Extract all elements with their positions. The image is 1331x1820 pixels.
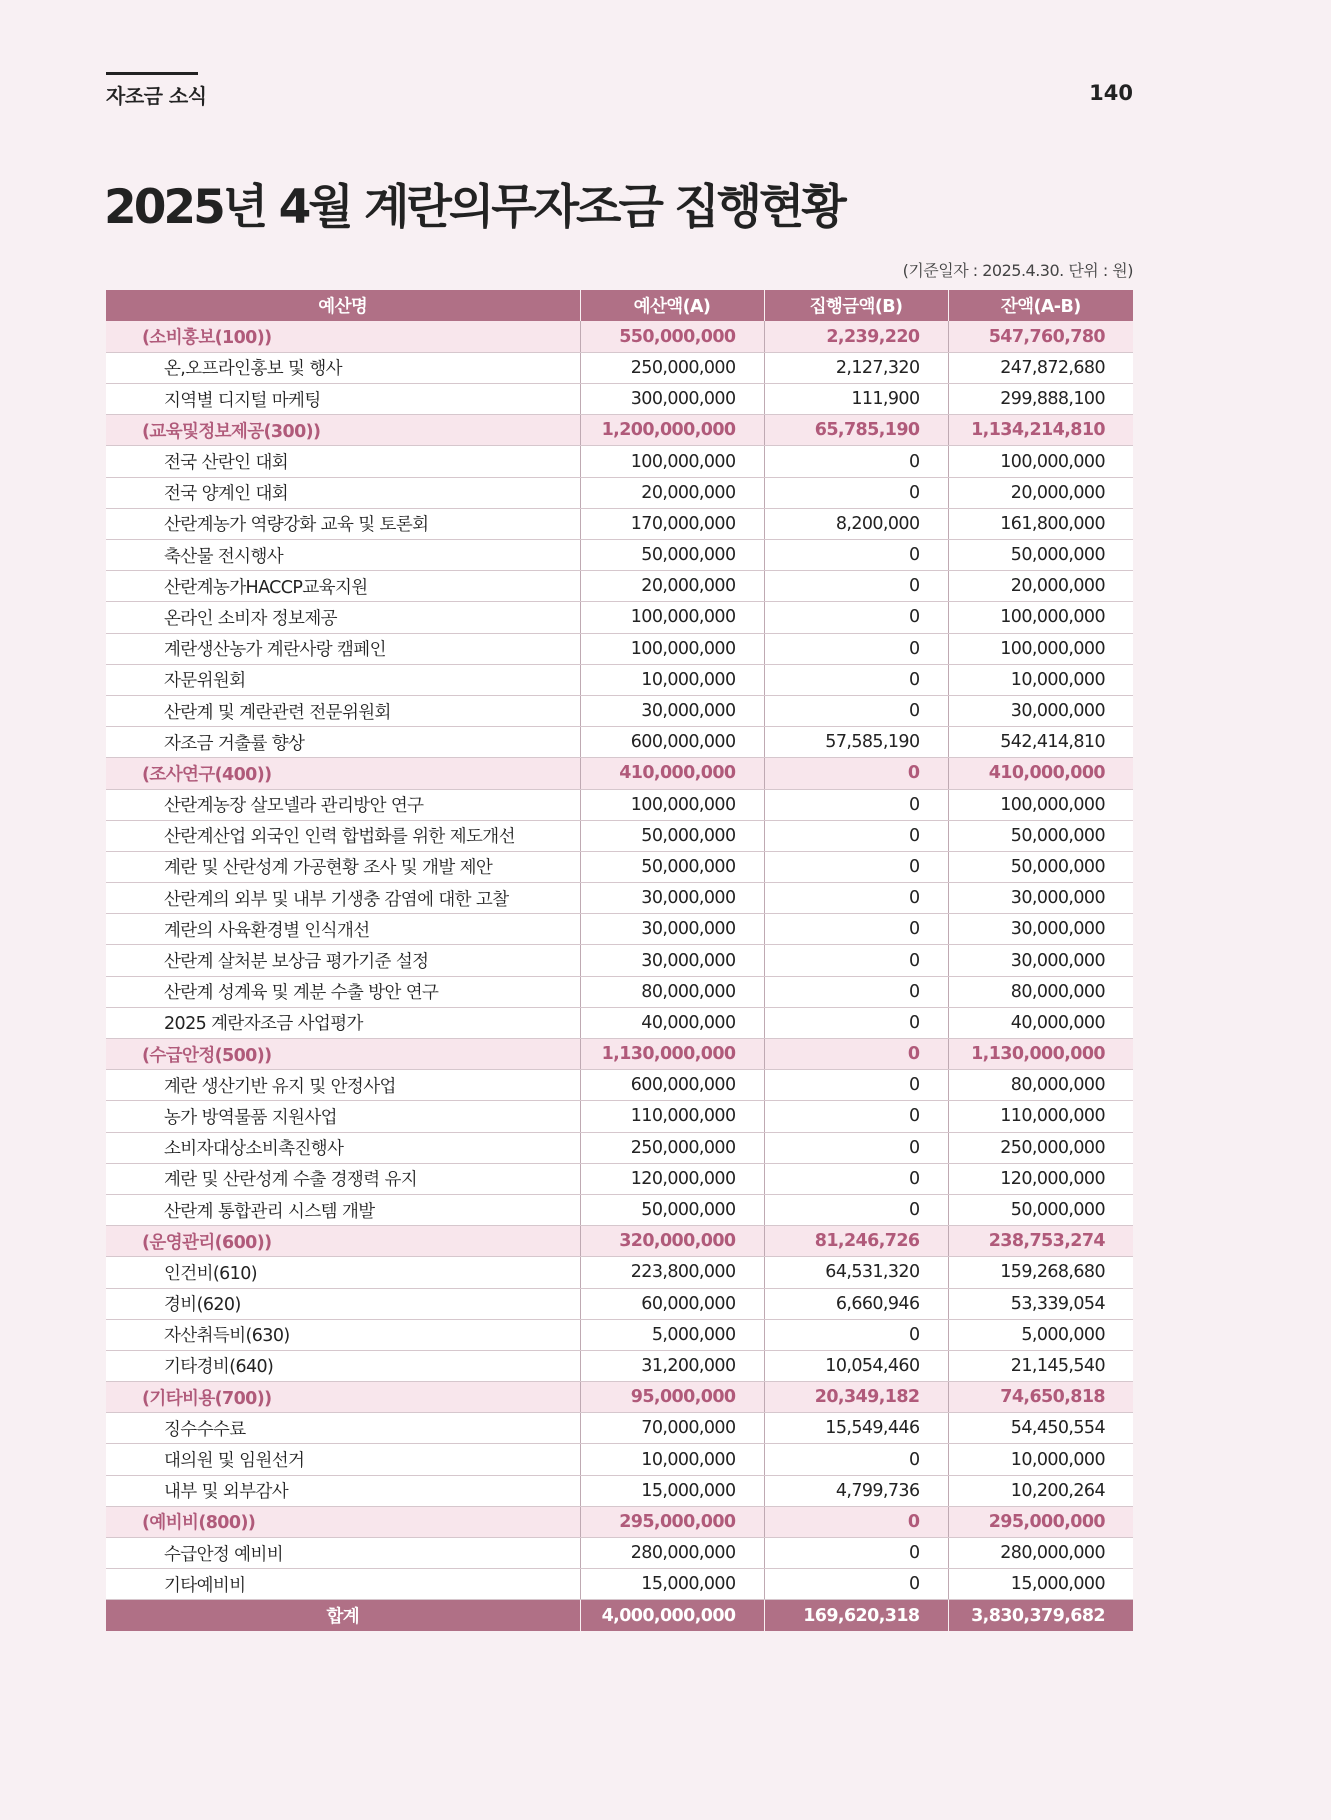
row-name: 내부 및 외부감사 [106, 1475, 580, 1506]
row-budget: 30,000,000 [580, 945, 764, 976]
row-name: 수급안정 예비비 [106, 1538, 580, 1569]
row-budget: 50,000,000 [580, 540, 764, 571]
row-spent: 0 [764, 477, 948, 508]
row-budget: 30,000,000 [580, 695, 764, 726]
row-budget: 410,000,000 [580, 758, 764, 789]
table-row [106, 664, 1133, 695]
table-row [106, 1132, 1133, 1163]
row-budget: 100,000,000 [580, 602, 764, 633]
row-name: 산란계농가 역량강화 교육 및 토론회 [106, 508, 580, 539]
row-balance: 50,000,000 [948, 1194, 1133, 1225]
row-name: 농가 방역물품 지원사업 [106, 1101, 580, 1132]
table-row [106, 1070, 1133, 1101]
row-spent: 0 [764, 1194, 948, 1225]
table-row [106, 883, 1133, 914]
row-balance: 100,000,000 [948, 633, 1133, 664]
row-budget: 1,130,000,000 [580, 1039, 764, 1070]
row-balance: 250,000,000 [948, 1132, 1133, 1163]
row-spent: 0 [764, 1163, 948, 1194]
total-row [106, 1600, 1133, 1631]
row-name: 산란계 성계육 및 계분 수출 방안 연구 [106, 976, 580, 1007]
row-spent: 4,799,736 [764, 1475, 948, 1506]
row-spent: 0 [764, 976, 948, 1007]
table-row [106, 1288, 1133, 1319]
table-row [106, 446, 1133, 477]
row-name: (소비홍보(100)) [106, 321, 580, 352]
row-balance: 100,000,000 [948, 446, 1133, 477]
row-balance: 547,760,780 [948, 321, 1133, 352]
row-budget: 320,000,000 [580, 1226, 764, 1257]
row-spent: 2,239,220 [764, 321, 948, 352]
row-name: (교육및정보제공(300)) [106, 415, 580, 446]
row-budget: 60,000,000 [580, 1288, 764, 1319]
row-spent: 64,531,320 [764, 1257, 948, 1288]
row-name: 계란 생산기반 유지 및 안정사업 [106, 1070, 580, 1101]
row-budget: 223,800,000 [580, 1257, 764, 1288]
row-spent: 0 [764, 851, 948, 882]
row-balance: 299,888,100 [948, 384, 1133, 415]
row-budget: 10,000,000 [580, 664, 764, 695]
table-row [106, 633, 1133, 664]
row-balance: 161,800,000 [948, 508, 1133, 539]
row-spent: 0 [764, 633, 948, 664]
row-name: 전국 산란인 대회 [106, 446, 580, 477]
row-name: (조사연구(400)) [106, 758, 580, 789]
section-title: 자조금 소식 [106, 84, 207, 108]
table-row [106, 914, 1133, 945]
table-row [106, 1350, 1133, 1381]
total-budget: 4,000,000,000 [580, 1600, 764, 1631]
row-budget: 100,000,000 [580, 633, 764, 664]
row-budget: 100,000,000 [580, 446, 764, 477]
row-balance: 80,000,000 [948, 1070, 1133, 1101]
row-name: (수급안정(500)) [106, 1039, 580, 1070]
column-header-name: 예산명 [106, 290, 580, 321]
section-rule [106, 72, 198, 75]
table-row [106, 1413, 1133, 1444]
row-name: 계란의 사육환경별 인식개선 [106, 914, 580, 945]
row-balance: 74,650,818 [948, 1382, 1133, 1413]
table-header-row [106, 290, 1133, 321]
row-budget: 550,000,000 [580, 321, 764, 352]
row-spent: 2,127,320 [764, 352, 948, 383]
row-spent: 0 [764, 945, 948, 976]
table-row [106, 727, 1133, 758]
row-budget: 40,000,000 [580, 1007, 764, 1038]
category-row [106, 1039, 1133, 1070]
row-spent: 15,549,446 [764, 1413, 948, 1444]
row-spent: 8,200,000 [764, 508, 948, 539]
row-spent: 0 [764, 1319, 948, 1350]
table-row [106, 1163, 1133, 1194]
table-row [106, 1538, 1133, 1569]
row-spent: 0 [764, 1070, 948, 1101]
row-budget: 110,000,000 [580, 1101, 764, 1132]
row-budget: 600,000,000 [580, 727, 764, 758]
row-budget: 5,000,000 [580, 1319, 764, 1350]
row-budget: 600,000,000 [580, 1070, 764, 1101]
row-budget: 300,000,000 [580, 384, 764, 415]
category-row [106, 415, 1133, 446]
category-row [106, 1382, 1133, 1413]
row-spent: 0 [764, 1506, 948, 1537]
row-spent: 81,246,726 [764, 1226, 948, 1257]
table-row [106, 477, 1133, 508]
unit-note: (기준일자 : 2025.4.30. 단위 : 원) [902, 261, 1133, 280]
row-spent: 0 [764, 446, 948, 477]
page-number: 140 [1089, 81, 1133, 105]
row-balance: 159,268,680 [948, 1257, 1133, 1288]
row-balance: 295,000,000 [948, 1506, 1133, 1537]
row-spent: 0 [764, 664, 948, 695]
column-header-budget: 예산액(A) [580, 290, 764, 321]
table-row [106, 384, 1133, 415]
row-name: 산란계산업 외국인 인력 합법화를 위한 제도개선 [106, 820, 580, 851]
category-row [106, 1506, 1133, 1537]
table-row [106, 945, 1133, 976]
row-budget: 170,000,000 [580, 508, 764, 539]
row-balance: 20,000,000 [948, 477, 1133, 508]
row-name: 자산취득비(630) [106, 1319, 580, 1350]
row-name: 산란계 통합관리 시스템 개발 [106, 1194, 580, 1225]
row-budget: 15,000,000 [580, 1569, 764, 1600]
row-name: 기타예비비 [106, 1569, 580, 1600]
category-row [106, 758, 1133, 789]
row-balance: 54,450,554 [948, 1413, 1133, 1444]
table-row [106, 1319, 1133, 1350]
row-balance: 410,000,000 [948, 758, 1133, 789]
row-spent: 0 [764, 695, 948, 726]
row-balance: 1,134,214,810 [948, 415, 1133, 446]
row-name: 계란생산농가 계란사랑 캠페인 [106, 633, 580, 664]
row-balance: 30,000,000 [948, 695, 1133, 726]
row-balance: 50,000,000 [948, 820, 1133, 851]
row-budget: 80,000,000 [580, 976, 764, 1007]
row-balance: 50,000,000 [948, 540, 1133, 571]
total-spent: 169,620,318 [764, 1600, 948, 1631]
column-header-spent: 집행금액(B) [764, 290, 948, 321]
table-row [106, 1444, 1133, 1475]
table-row [106, 508, 1133, 539]
row-balance: 100,000,000 [948, 602, 1133, 633]
row-balance: 110,000,000 [948, 1101, 1133, 1132]
row-name: 소비자대상소비촉진행사 [106, 1132, 580, 1163]
row-name: 산란계 및 계란관련 전문위원회 [106, 695, 580, 726]
row-budget: 250,000,000 [580, 1132, 764, 1163]
table-row [106, 695, 1133, 726]
row-spent: 0 [764, 1444, 948, 1475]
table-row [106, 1194, 1133, 1225]
row-budget: 31,200,000 [580, 1350, 764, 1381]
table-row [106, 851, 1133, 882]
row-balance: 30,000,000 [948, 914, 1133, 945]
page-title: 2025년 4월 계란의무자조금 집행현황 [104, 180, 844, 235]
row-spent: 0 [764, 1132, 948, 1163]
row-name: (기타비용(700)) [106, 1382, 580, 1413]
row-budget: 280,000,000 [580, 1538, 764, 1569]
row-name: 산란계농장 살모넬라 관리방안 연구 [106, 789, 580, 820]
row-spent: 0 [764, 758, 948, 789]
row-balance: 280,000,000 [948, 1538, 1133, 1569]
row-balance: 10,000,000 [948, 664, 1133, 695]
row-name: 계란 및 산란성계 가공현황 조사 및 개발 제안 [106, 851, 580, 882]
row-balance: 40,000,000 [948, 1007, 1133, 1038]
row-spent: 65,785,190 [764, 415, 948, 446]
row-budget: 95,000,000 [580, 1382, 764, 1413]
table-row [106, 571, 1133, 602]
total-balance: 3,830,379,682 [948, 1600, 1133, 1631]
row-name: 기타경비(640) [106, 1350, 580, 1381]
row-name: 대의원 및 임원선거 [106, 1444, 580, 1475]
row-name: 자조금 거출률 향상 [106, 727, 580, 758]
row-budget: 20,000,000 [580, 477, 764, 508]
category-row [106, 1226, 1133, 1257]
row-name: 온라인 소비자 정보제공 [106, 602, 580, 633]
row-balance: 80,000,000 [948, 976, 1133, 1007]
row-spent: 0 [764, 540, 948, 571]
row-budget: 50,000,000 [580, 851, 764, 882]
row-budget: 70,000,000 [580, 1413, 764, 1444]
table-row [106, 820, 1133, 851]
row-budget: 120,000,000 [580, 1163, 764, 1194]
table-row [106, 1569, 1133, 1600]
row-balance: 247,872,680 [948, 352, 1133, 383]
row-budget: 1,200,000,000 [580, 415, 764, 446]
table-row [106, 1007, 1133, 1038]
row-spent: 0 [764, 571, 948, 602]
row-budget: 15,000,000 [580, 1475, 764, 1506]
row-budget: 10,000,000 [580, 1444, 764, 1475]
category-row [106, 321, 1133, 352]
row-name: 2025 계란자조금 사업평가 [106, 1007, 580, 1038]
row-spent: 0 [764, 914, 948, 945]
row-budget: 250,000,000 [580, 352, 764, 383]
row-name: 계란 및 산란성계 수출 경쟁력 유지 [106, 1163, 580, 1194]
row-name: 인건비(610) [106, 1257, 580, 1288]
row-balance: 1,130,000,000 [948, 1039, 1133, 1070]
table-row [106, 1475, 1133, 1506]
row-balance: 120,000,000 [948, 1163, 1133, 1194]
row-name: (운영관리(600)) [106, 1226, 580, 1257]
row-name: (예비비(800)) [106, 1506, 580, 1537]
row-spent: 0 [764, 1101, 948, 1132]
row-budget: 30,000,000 [580, 914, 764, 945]
row-spent: 20,349,182 [764, 1382, 948, 1413]
table-row [106, 789, 1133, 820]
table-row [106, 602, 1133, 633]
row-name: 산란계농가HACCP교육지원 [106, 571, 580, 602]
row-balance: 238,753,274 [948, 1226, 1133, 1257]
row-name: 산란계의 외부 및 내부 기생충 감염에 대한 고찰 [106, 883, 580, 914]
row-name: 온,오프라인홍보 및 행사 [106, 352, 580, 383]
total-label: 합계 [106, 1600, 580, 1631]
row-balance: 50,000,000 [948, 851, 1133, 882]
table-row [106, 1101, 1133, 1132]
row-balance: 10,000,000 [948, 1444, 1133, 1475]
row-spent: 0 [764, 789, 948, 820]
row-balance: 30,000,000 [948, 945, 1133, 976]
table-row [106, 1257, 1133, 1288]
row-name: 산란계 살처분 보상금 평가기준 설정 [106, 945, 580, 976]
row-spent: 6,660,946 [764, 1288, 948, 1319]
table-row [106, 976, 1133, 1007]
row-spent: 57,585,190 [764, 727, 948, 758]
row-budget: 100,000,000 [580, 789, 764, 820]
row-balance: 5,000,000 [948, 1319, 1133, 1350]
table-row [106, 540, 1133, 571]
row-spent: 0 [764, 1538, 948, 1569]
budget-table [106, 290, 1133, 1631]
row-spent: 0 [764, 820, 948, 851]
column-header-balance: 잔액(A-B) [948, 290, 1133, 321]
row-spent: 111,900 [764, 384, 948, 415]
row-budget: 50,000,000 [580, 1194, 764, 1225]
row-name: 자문위원회 [106, 664, 580, 695]
row-name: 전국 양계인 대회 [106, 477, 580, 508]
row-spent: 0 [764, 1007, 948, 1038]
row-budget: 50,000,000 [580, 820, 764, 851]
row-balance: 21,145,540 [948, 1350, 1133, 1381]
row-spent: 10,054,460 [764, 1350, 948, 1381]
row-budget: 20,000,000 [580, 571, 764, 602]
row-balance: 542,414,810 [948, 727, 1133, 758]
row-balance: 10,200,264 [948, 1475, 1133, 1506]
table-row [106, 352, 1133, 383]
row-spent: 0 [764, 1039, 948, 1070]
row-balance: 20,000,000 [948, 571, 1133, 602]
row-name: 경비(620) [106, 1288, 580, 1319]
row-budget: 30,000,000 [580, 883, 764, 914]
row-name: 지역별 디지털 마케팅 [106, 384, 580, 415]
row-spent: 0 [764, 602, 948, 633]
row-spent: 0 [764, 1569, 948, 1600]
row-name: 축산물 전시행사 [106, 540, 580, 571]
row-balance: 53,339,054 [948, 1288, 1133, 1319]
row-balance: 100,000,000 [948, 789, 1133, 820]
row-budget: 295,000,000 [580, 1506, 764, 1537]
row-balance: 30,000,000 [948, 883, 1133, 914]
row-name: 징수수수료 [106, 1413, 580, 1444]
row-spent: 0 [764, 883, 948, 914]
row-balance: 15,000,000 [948, 1569, 1133, 1600]
